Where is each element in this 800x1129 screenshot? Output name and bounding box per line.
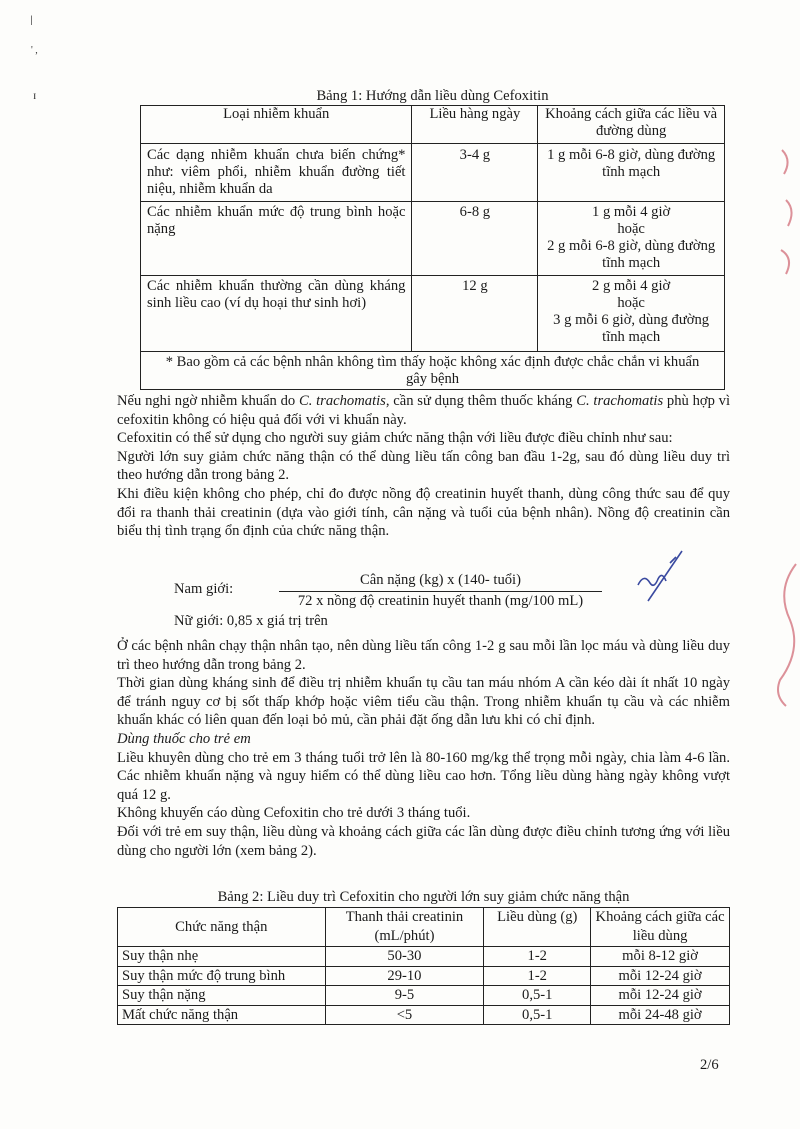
margin-mark: ǀ — [30, 14, 33, 29]
text-run: Nếu nghi ngờ nhiễm khuẩn do — [117, 393, 299, 409]
table-row — [118, 1005, 730, 1025]
table-row — [118, 986, 730, 1006]
paragraph: Cefoxitin có thể sử dụng cho người suy giảm chức năng thận với liều được điều chỉnh như sau: — [117, 430, 673, 447]
text-run: , cần sử dụng thêm thuốc kháng — [385, 393, 577, 409]
table-cell: mỗi 12-24 giờ — [591, 966, 730, 986]
table-cell: 12 g — [412, 276, 538, 352]
paragraph: Đối với trẻ em suy thận, liều dùng và khoảng cách giữa các lần dùng được điều chỉnh tương ứng với liều dùng cho người lớn (xem bảng 2). — [117, 823, 730, 859]
table-footnote-row — [141, 352, 725, 390]
handwritten-initials-icon — [630, 545, 690, 605]
renal-dosage-table — [117, 907, 730, 1025]
formula-male-label: Nam giới: — [174, 581, 234, 597]
stamp-fragment-icon — [772, 560, 800, 710]
dosage-table — [140, 105, 725, 390]
table-cell: Các nhiễm khuẩn mức độ trung bình hoặc nặng — [141, 202, 412, 276]
paragraph: Khi điều kiện không cho phép, chỉ đo được nồng độ creatinin huyết thanh, dùng công thức sau để quy đổi ra thanh thải creatinin (dựa vào giới tính, cân nặng và tuổi của bệnh nhân). Nồng độ creatinin cần biểu thị tình trạng ổn định của chức năng thận. — [117, 485, 730, 540]
table-cell: Mất chức năng thận — [118, 1005, 326, 1025]
table-footnote: * Bao gồm cả các bệnh nhân không tìm thấy hoặc không xác định được chắc chắn vi khuẩn gây bệnh — [141, 352, 725, 390]
table-cell: Các nhiễm khuẩn thường cần dùng kháng sinh liều cao (ví dụ hoại thư sinh hơi) — [141, 276, 412, 352]
table-cell: 29-10 — [325, 966, 484, 986]
italic-text: C. trachomatis — [298, 393, 386, 409]
table-header-cell: Liều dùng (g) — [484, 908, 591, 947]
margin-mark: ɪ — [33, 88, 37, 102]
table-cell: 50-30 — [325, 947, 484, 967]
table-cell: mỗi 24-48 giờ — [591, 1005, 730, 1025]
interval-line: hoặc — [617, 295, 645, 311]
formula-denominator: 72 x nồng độ creatinin huyết thanh (mg/100 mL) — [297, 593, 584, 609]
table-header-cell: Thanh thải creatinin (mL/phút) — [325, 908, 484, 947]
table-cell: 0,5-1 — [484, 1005, 591, 1025]
table-cell: 1 g mỗi 6-8 giờ, dùng đường tĩnh mạch — [538, 144, 725, 202]
formula-female: Nữ giới: 0,85 x giá trị trên — [174, 613, 328, 629]
section-heading: Dùng thuốc cho trẻ em — [117, 730, 251, 747]
table-cell — [538, 276, 725, 352]
margin-mark: ' , — [31, 45, 38, 56]
table-cell — [538, 202, 725, 276]
body-text-1 — [117, 392, 730, 541]
paragraph: Ở các bệnh nhân chạy thận nhân tạo, nên dùng liều tấn công 1-2 g sau mỗi lần lọc máu và dùng liều duy trì theo hướng dẫn trong bảng 2. — [117, 638, 730, 673]
fraction-line — [279, 591, 602, 592]
table-cell: Suy thận mức độ trung bình — [118, 966, 326, 986]
table-cell: mỗi 12-24 giờ — [591, 986, 730, 1006]
table-cell: <5 — [325, 1005, 484, 1025]
paragraph — [117, 392, 730, 429]
table-row — [141, 144, 725, 202]
table-cell: 1-2 — [484, 947, 591, 967]
table-row — [118, 966, 730, 986]
table-row — [141, 202, 725, 276]
body-text-2 — [117, 637, 730, 860]
table-header-row — [118, 908, 730, 947]
paragraph: Liều khuyên dùng cho trẻ em 3 tháng tuổi trở lên là 80-160 mg/kg thể trọng mỗi ngày, chia làm 4-6 lần. Các nhiễm khuẩn nặng và nguy hiểm có thể dùng liều cao hơn. Tổng liều dùng hàng ngày không vượt quá 12 g. — [117, 749, 730, 803]
table-header-cell: Loại nhiễm khuẩn — [141, 106, 412, 144]
stamp-fragment-icon — [778, 140, 800, 300]
interval-line: 3 g mỗi 6 giờ, dùng đường tĩnh mạch — [553, 312, 710, 345]
table-cell: 1-2 — [484, 966, 591, 986]
table-header-cell: Khoảng cách giữa các liều dùng — [591, 908, 730, 947]
page-number: 2/6 — [700, 1057, 719, 1073]
table2-caption: Bảng 2: Liều duy trì Cefoxitin cho người lớn suy giảm chức năng thận — [217, 889, 630, 905]
interval-line: 1 g mỗi 4 giờ — [592, 204, 671, 220]
table-header-cell: Liều hàng ngày — [412, 106, 538, 144]
table-cell: 0,5-1 — [484, 986, 591, 1006]
interval-line: 2 g mỗi 4 giờ — [592, 278, 671, 294]
formula-numerator: Cân nặng (kg) x (140- tuổi) — [360, 572, 521, 588]
table1-caption: Bảng 1: Hướng dẫn liều dùng Cefoxitin — [316, 88, 549, 104]
table-row — [118, 947, 730, 967]
italic-text: C. trachomatis — [576, 393, 664, 409]
table-cell: Suy thận nhẹ — [118, 947, 326, 967]
table-cell: 3-4 g — [412, 144, 538, 202]
table-header-cell: Khoảng cách giữa các liều và đường dùng — [538, 106, 725, 144]
table-cell: Các dạng nhiễm khuẩn chưa biến chứng* như: viêm phổi, nhiễm khuẩn đường tiết niệu, nhiễm khuẩn da — [141, 144, 412, 202]
table-cell: Suy thận nặng — [118, 986, 326, 1006]
paragraph: Không khuyến cáo dùng Cefoxitin cho trẻ dưới 3 tháng tuổi. — [117, 805, 471, 822]
table-cell: 9-5 — [325, 986, 484, 1006]
table-header-cell: Chức năng thận — [118, 908, 326, 947]
table-row — [141, 276, 725, 352]
table-header-row — [141, 106, 725, 144]
table-cell: mỗi 8-12 giờ — [591, 947, 730, 967]
interval-line: hoặc — [617, 221, 645, 237]
paragraph: Thời gian dùng kháng sinh để điều trị nhiễm khuẩn tụ cầu tan máu nhóm A cần kéo dài ít nhất 10 ngày để tránh nguy cơ bị sốt thấp khớp hoặc viêm tiểu cầu thận. Trong nhiễm khuẩn tụ cầu và các nhiễm khuẩn khác có liên quan đến loại bỏ mủ, cần phải đặt ống dẫn lưu khi có chỉ định. — [117, 675, 730, 729]
text-run: phù hợp vì cefoxitin không có hiệu quả đối với vi khuẩn này. — [117, 393, 731, 428]
interval-line: 2 g mỗi 6-8 giờ, dùng đường tĩnh mạch — [547, 238, 716, 271]
table-cell: 6-8 g — [412, 202, 538, 276]
paragraph: Người lớn suy giảm chức năng thận có thể dùng liều tấn công ban đầu 1-2g, sau đó dùng liều duy trì theo hướng dẫn trong bảng 2. — [117, 448, 730, 484]
